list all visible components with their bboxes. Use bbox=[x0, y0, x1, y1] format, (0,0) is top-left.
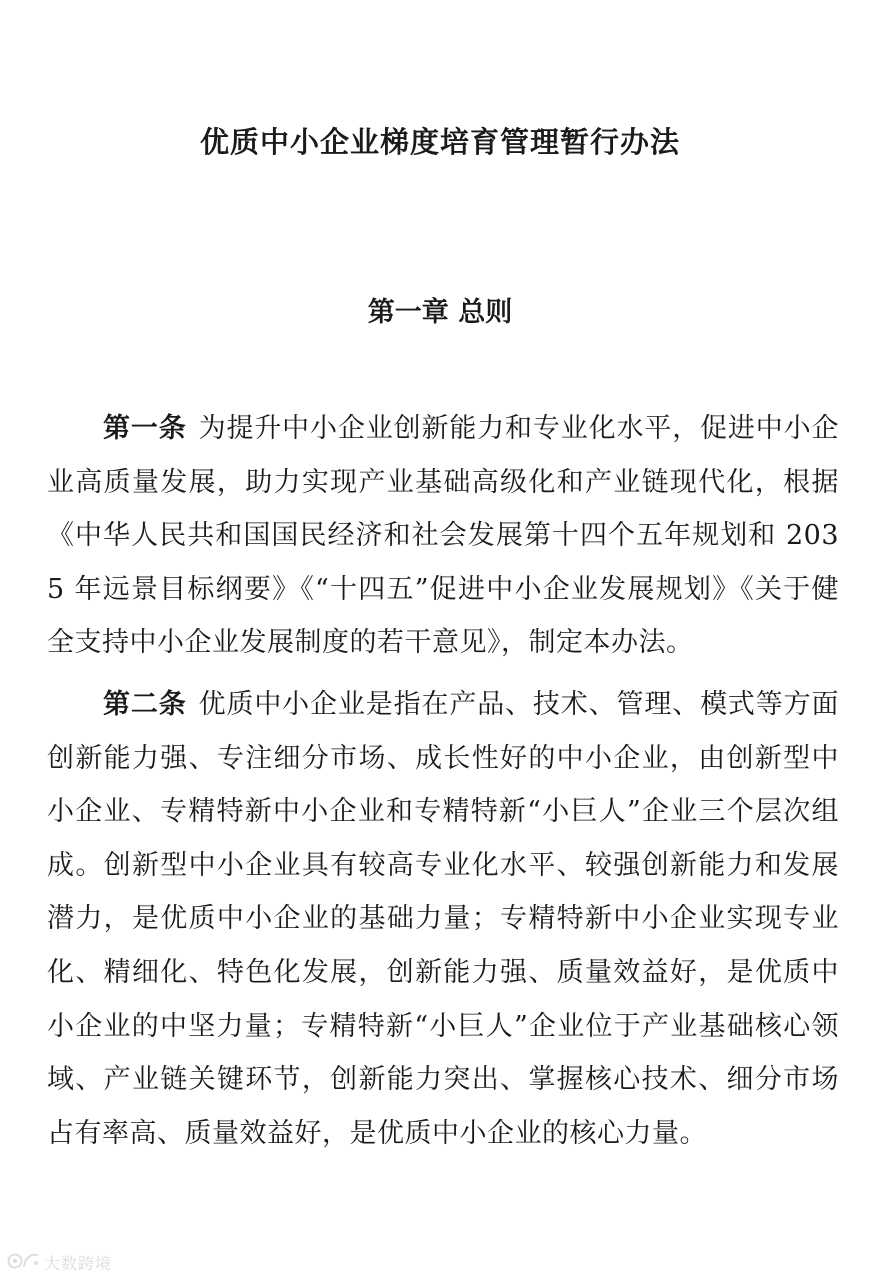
watermark-logo-icon bbox=[6, 1249, 40, 1275]
article-2-label: 第二条 bbox=[103, 689, 187, 720]
article-2-text: 优质中小企业是指在产品、技术、管理、模式等方面创新能力强、专注细分市场、成长性好的中小企业，由创新型中小企业、专精特新中小企业和专精特新“小巨人”企业三个层次组成。创新型中小企业具有较高专业化水平、较强创新能力和发展潜力，是优质中小企业的基础力量；专精特新中小企业实现专业化、精细化、特色化发展，创新能力强、质量效益好，是优质中小企业的中坚力量；专精特新“小巨人”企业位于产业基础核心领域、产业链关键环节，创新能力突出、掌握核心技术、细分市场占有率高、质量效益好，是优质中小企业的核心力量。 bbox=[47, 689, 840, 1149]
article-1 bbox=[47, 402, 839, 670]
chapter-title: 第一章 总则 bbox=[367, 297, 513, 328]
article-1-text: 为提升中小企业创新能力和专业化水平，促进中小企业高质量发展，助力实现产业基础高级化和产业链现代化，根据《中华人民共和国国民经济和社会发展第十四个五年规划和 2035 年远景目标纲要》《“十四五”促进中小企业发展规划》《关于健全支持中小企业发展制度的若干意见》，制定本办法。 bbox=[47, 413, 840, 659]
watermark bbox=[6, 1250, 112, 1274]
document-title: 优质中小企业梯度培育管理暂行办法 bbox=[199, 125, 680, 159]
article-1-label: 第一条 bbox=[103, 413, 187, 444]
watermark-text: 大数跨境 bbox=[44, 1253, 113, 1273]
article-2 bbox=[47, 678, 839, 1160]
